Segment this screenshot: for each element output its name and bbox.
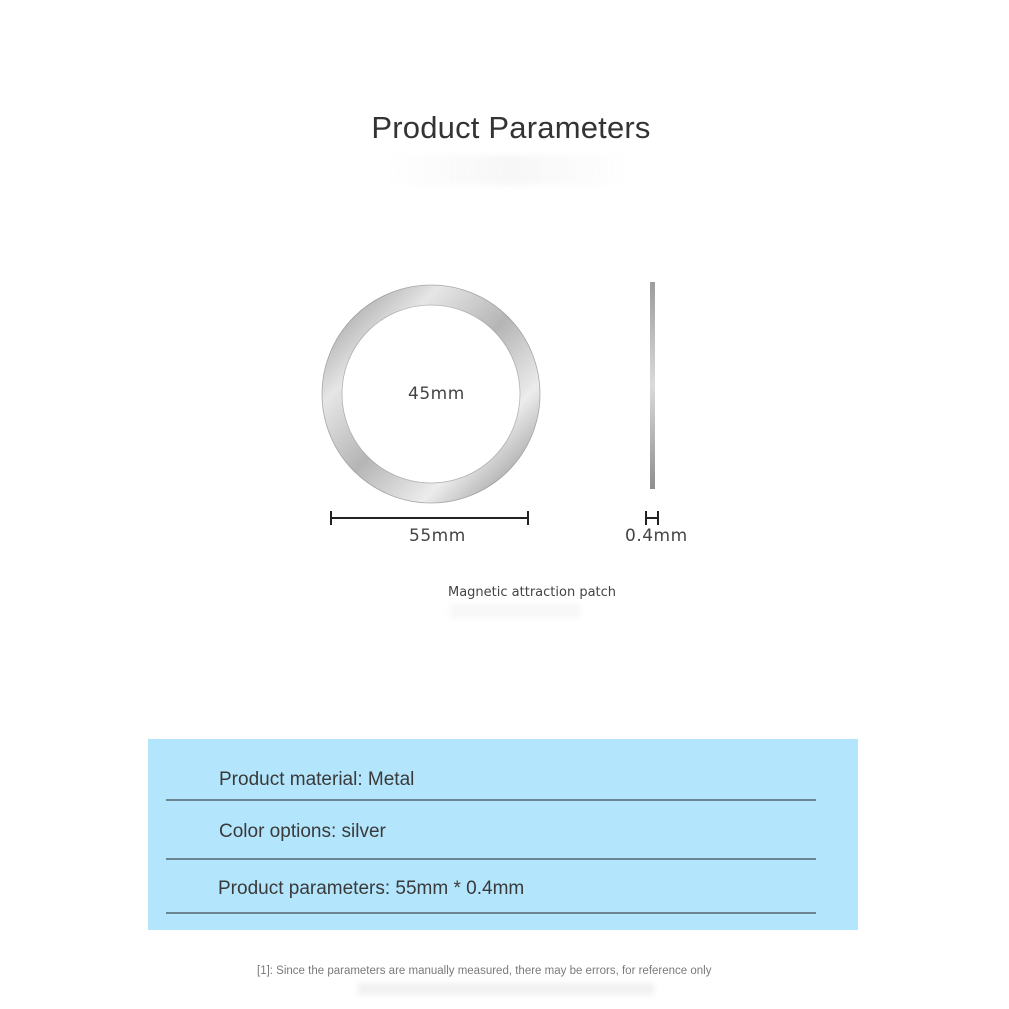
figure-caption: Magnetic attraction patch — [448, 585, 617, 600]
inner-diameter-label: 45mm — [408, 384, 465, 404]
spec-divider — [166, 912, 816, 914]
outer-diameter-label: 55mm — [409, 526, 466, 546]
ring-side-view — [650, 282, 655, 489]
footnote: [1]: Since the parameters are manually measured, there may be errors, for reference only — [257, 965, 712, 977]
thickness-label: 0.4mm — [625, 526, 688, 546]
spec-label-parameters: Product parameters: 55mm * 0.4mm — [218, 878, 525, 899]
page-title: Product Parameters — [371, 110, 651, 145]
caption-reflection — [450, 604, 580, 618]
footnote-reflection — [358, 983, 654, 995]
spec-divider — [166, 799, 816, 801]
spec-divider — [166, 858, 816, 860]
spec-label-material: Product material: Metal — [219, 769, 415, 790]
thickness-dimension-line — [646, 511, 658, 525]
spec-panel — [148, 739, 858, 930]
spec-label-color: Color options: silver — [219, 821, 386, 842]
width-dimension-line — [331, 511, 528, 525]
